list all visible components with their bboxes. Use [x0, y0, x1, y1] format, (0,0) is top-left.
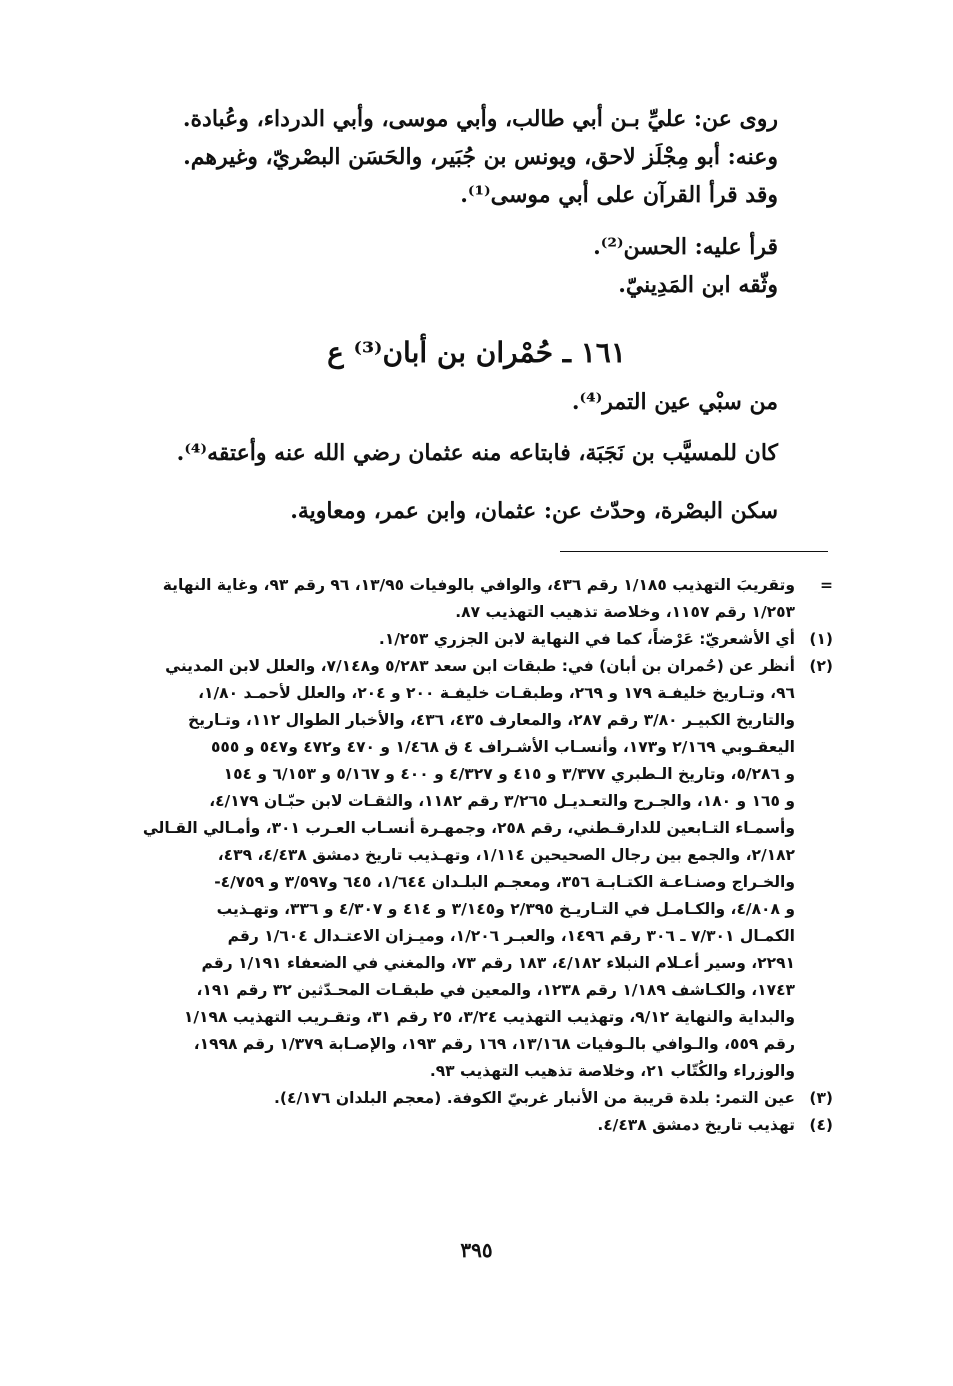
footnote-line: رقم ٥٥٩، والـوافي بالـوفيات ١٣/١٦٨، ١٦٩ رقم ١٩٣، والإصـابة ١/٣٧٩ رقم ١٩٩٨، [193, 1035, 795, 1053]
footnote-mark: (٣) [809, 1089, 833, 1107]
footnote-line: والوزراء والكُتّاب ٢١، وخلاصة تذهيب التهذيب ٩٣. [429, 1062, 795, 1080]
footnote-line: ١٧٤٣، والكـاشف ١/١٨٩ رقم ١٢٣٨، والمعين في طبقـات المحـدّثين ٣٢ رقم ١٩١، [196, 981, 795, 999]
entry-line: كان للمسيَّب بن نَجَبَة، فابتاعه منه عثمان رضي الله عنه وأعتقه⁽⁴⁾. [176, 440, 778, 466]
footnote-line: والبداية والنهاية ٩/١٢، وتهذيب التهذيب ٣/٢٤، ٢٥ رقم ٣١، وتقـريب التهذيب ١/١٩٨ [183, 1008, 795, 1026]
footnote-mark: (١) [809, 630, 833, 648]
body-line: وعنه: أبو مِجْلَز لاحق، ويونس بن جُبَير، والحَسَن البصْريّ، وغيرهم. [183, 144, 778, 170]
footnote-line: الكمـال ٧/٣٠١ ـ ٣٠٦ رقم ١٤٩٦، والعبـر ١/٢٠٦، وميـزان الاعتـدال ١/٦٠٤ رقم [227, 927, 795, 945]
entry-heading: ١٦١ ـ حُمْران بن أبان⁽³⁾ ع [327, 336, 626, 369]
entry-line: سكن البصْرة، وحدّث عن: عثمان، وابن عمر، ومعاوية. [290, 498, 778, 524]
footnote-line: تهذيب تاريخ دمشق ٤/٤٣٨. [597, 1116, 795, 1134]
body-line: قرأ عليه: الحسن⁽²⁾. [593, 234, 778, 260]
footnote-1 [133, 626, 833, 653]
footnote-line: ٩٦، وتـاريخ خليفـة ١٧٩ و ٢٦٩، وطبقـات خليفـة ٢٠٠ و ٢٠٤، والعلل لأحمـد ١/٨٠، [198, 684, 795, 702]
footnote-mark: (٤) [809, 1116, 833, 1134]
footnote-line: ٢/١٨٢، والجمع بين رجال الصحيحين ١/١١٤، وتهـذيب تاريخ دمشق ٤/٤٣٨، ٤٣٩، [217, 846, 795, 864]
page-number: ٣٩٥ [460, 1238, 493, 1262]
footnotes [133, 572, 833, 1139]
footnote-line: وأسمـاء التـابعين للدارقـطني، رقم ٢٥٨، وجمهـرة أنسـاب العـرب ٣٠١، وأمـالي القـالي [142, 819, 795, 837]
footnote-line: والتاريخ الكبيـر ٣/٨٠ رقم ٢٨٧، والمعارف ٤٣٥، ٤٣٦، والأخبار الطوال ١١٢، وتـاريخ [188, 711, 795, 729]
footnote-3 [133, 1085, 833, 1112]
footnote-line: وتقريبَ التهذيب ١/١٨٥ رقم ٤٣٦، والوافي بالوفيات ١٣/٩٥، ٩٦ رقم ٩٣، وغاية النهاية [162, 576, 795, 594]
footnote-line: و ٥/٢٨٦، وتاريخ الـطبري ٣/٣٧٧ و ٤١٥ و ٤/٣٢٧ و ٤٠٠ و ٥/١٦٧ و ٦/١٥٣ و ١٥٤ [223, 765, 795, 783]
footnote-separator [560, 551, 828, 552]
footnote-line: أي الأشعريّ: عَرْضاً، كما في النهاية لابن الجزري ١/٢٥٣. [378, 630, 795, 648]
body-line: وثّقه ابن المَدِينيّ. [618, 272, 778, 298]
footnote-line: والخـراج وصنـاعـة الكتـابـة ٣٥٦، ومعجـم البلـدان ١/٦٤٤، ٦٤٥ و٣/٥٩٧ و ٤/٧٥٩- [214, 873, 795, 891]
footnote-line: اليعقـوبي ٢/١٦٩ و١٧٣، وأنسـاب الأشـراف ٤ ق ١/٤٦٨ و ٤٧٠ و٤٧٢ و٥٤٧ و ٥٥٥ [210, 738, 795, 756]
footnote-line: أنظر عن (حُمران بن أبان) في: طبقات ابن سعد ٥/٢٨٣ و٧/١٤٨، والعلل لابن المديني [165, 657, 795, 675]
footnote-line: و ٤/٨٠٨، والكـامـل في التـاريـخ ٢/٣٩٥ و٣/١٤٥ و ٤١٤ و ٤/٣٠٧ و ٣٣٦، وتهـذيب [216, 900, 795, 918]
footnote-line: ٢٢٩١، وسير أعـلام النبلاء ٤/١٨٢، ١٨٣ رقم ٧٣، والمغني في الضعفاء ١/١٩١ رقم [201, 954, 795, 972]
body-line: وقد قرأ القرآن على أبي موسى⁽¹⁾. [460, 182, 778, 208]
footnote-4 [133, 1112, 833, 1139]
footnote-continuation [133, 572, 833, 626]
footnote-mark: = [820, 576, 833, 594]
footnote-mark: (٢) [809, 657, 833, 675]
body-line: روى عن: عليِّ بـن أبي طالب، وأبي موسى، وأبي الدرداء، وعُبادة. [182, 106, 778, 132]
footnote-2 [133, 653, 833, 1085]
footnote-line: عين التمر: بلدة قريبة من الأنبار غربيّ الكوفة. (معجم البلدان ٤/١٧٦). [274, 1089, 795, 1107]
footnote-line: و ١٦٥ و ١٨٠، والجـرح والتعـديـل ٣/٢٦٥ رقم ١١٨٢، والثقـات لابن حبّـان ٤/١٧٩، [209, 792, 795, 810]
footnote-line: ١/٢٥٣ رقم ١١٥٧، وخلاصة تذهيب التهذيب ٨٧. [455, 603, 795, 621]
entry-line: من سبْي عين التمر⁽⁴⁾. [571, 389, 778, 415]
